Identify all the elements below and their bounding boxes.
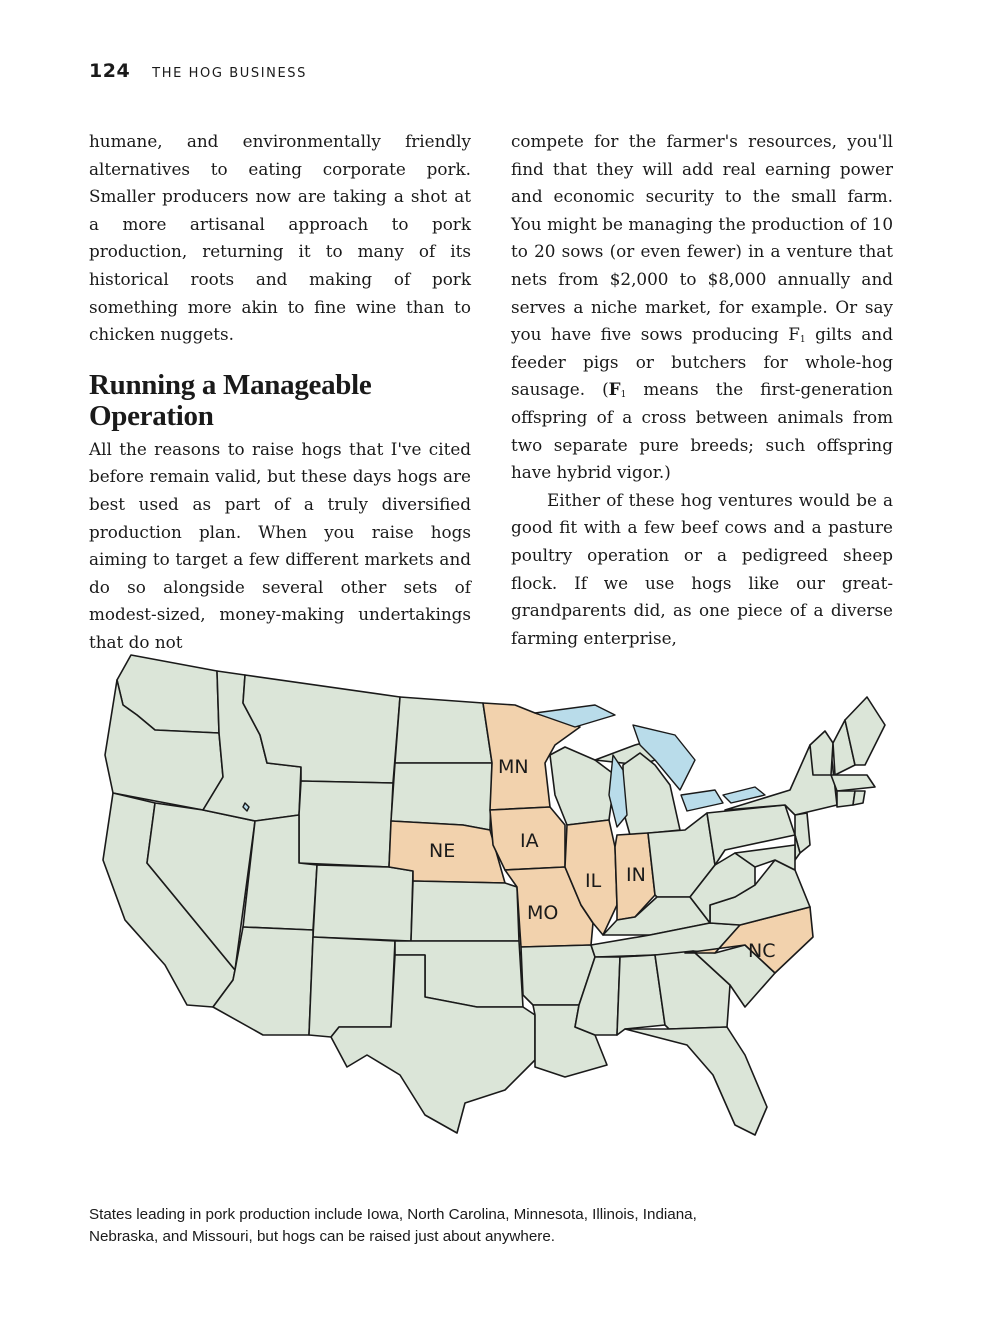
state-label-in: IN bbox=[626, 864, 646, 886]
state-nd bbox=[395, 697, 492, 763]
state-fl bbox=[625, 1027, 767, 1135]
state-wy bbox=[299, 781, 393, 867]
left-column bbox=[89, 128, 471, 657]
text-run: compete for the farmer's resources, you'll find that they will add real earning power and economic security to the small farm. You might be managing the production of 10 to 20 sows (or even fewer) in a venture that nets from $2,000 to $8,000 annually and serves a niche market, for example. Or say you have five sows producing F bbox=[511, 131, 893, 345]
chapter-title: THE HOG BUSINESS bbox=[152, 66, 308, 81]
state-ks bbox=[411, 881, 519, 941]
right-paragraph-1 bbox=[511, 128, 893, 487]
left-paragraph-1: humane, and environmentally friendly alternatives to eating corporate pork. Smaller producers now are taking a shot at a more artisanal approach to pork production, returning it to many of its historical roots and making of pork something more akin to fine wine than to chicken nuggets. bbox=[89, 131, 471, 345]
text-run: gilts and feeder pigs or butchers for whole-hog sausage. ( bbox=[511, 324, 893, 400]
subscript: 1 bbox=[799, 335, 806, 346]
state-label-mo: MO bbox=[527, 902, 559, 924]
state-label-ne: NE bbox=[429, 840, 456, 862]
figure-caption: States leading in pork production include Iowa, North Carolina, Minnesota, Illinois, Indiana, Nebraska, and Missouri, but hogs can be raised just about anywhere. bbox=[89, 1206, 697, 1245]
state-label-mn: MN bbox=[498, 756, 529, 778]
text-run: means the first-generation offspring of a cross between animals from two separate pure breeds; such offspring have hybrid vigor.) bbox=[511, 379, 893, 483]
running-head bbox=[89, 60, 307, 86]
state-label-nc: NC bbox=[748, 940, 776, 962]
lake-4 bbox=[681, 790, 723, 811]
state-co bbox=[313, 865, 413, 941]
state-label-ia: IA bbox=[520, 830, 539, 852]
subscript: 1 bbox=[620, 390, 627, 401]
state-nm bbox=[309, 937, 395, 1037]
us-map-figure bbox=[95, 635, 895, 1160]
state-ri bbox=[853, 791, 865, 805]
state-sd bbox=[391, 763, 492, 830]
left-paragraph-2: All the reasons to raise hogs that I've cited before remain valid, but these days hogs are best used as part of a truly diversified production plan. When you raise hogs aiming to target a few different markets and do so alongside several other sets of modest-sized, money-making undertakings that do not bbox=[89, 438, 471, 652]
page-number: 124 bbox=[89, 60, 131, 82]
right-column bbox=[511, 128, 893, 652]
us-map bbox=[95, 635, 895, 1160]
right-paragraph-2: Either of these hog ventures would be a good fit with a few beef cows and a pasture poultry operation or a pedigreed sheep flock. If we use hogs like our great-grandparents did, as one piece of a diverse farming enterprise, bbox=[511, 489, 893, 648]
section-heading: Running a Manageable Operation bbox=[89, 368, 372, 432]
state-ma bbox=[831, 775, 875, 791]
bold-f: F bbox=[608, 379, 621, 400]
state-label-il: IL bbox=[585, 870, 602, 892]
state-vt bbox=[810, 731, 833, 775]
